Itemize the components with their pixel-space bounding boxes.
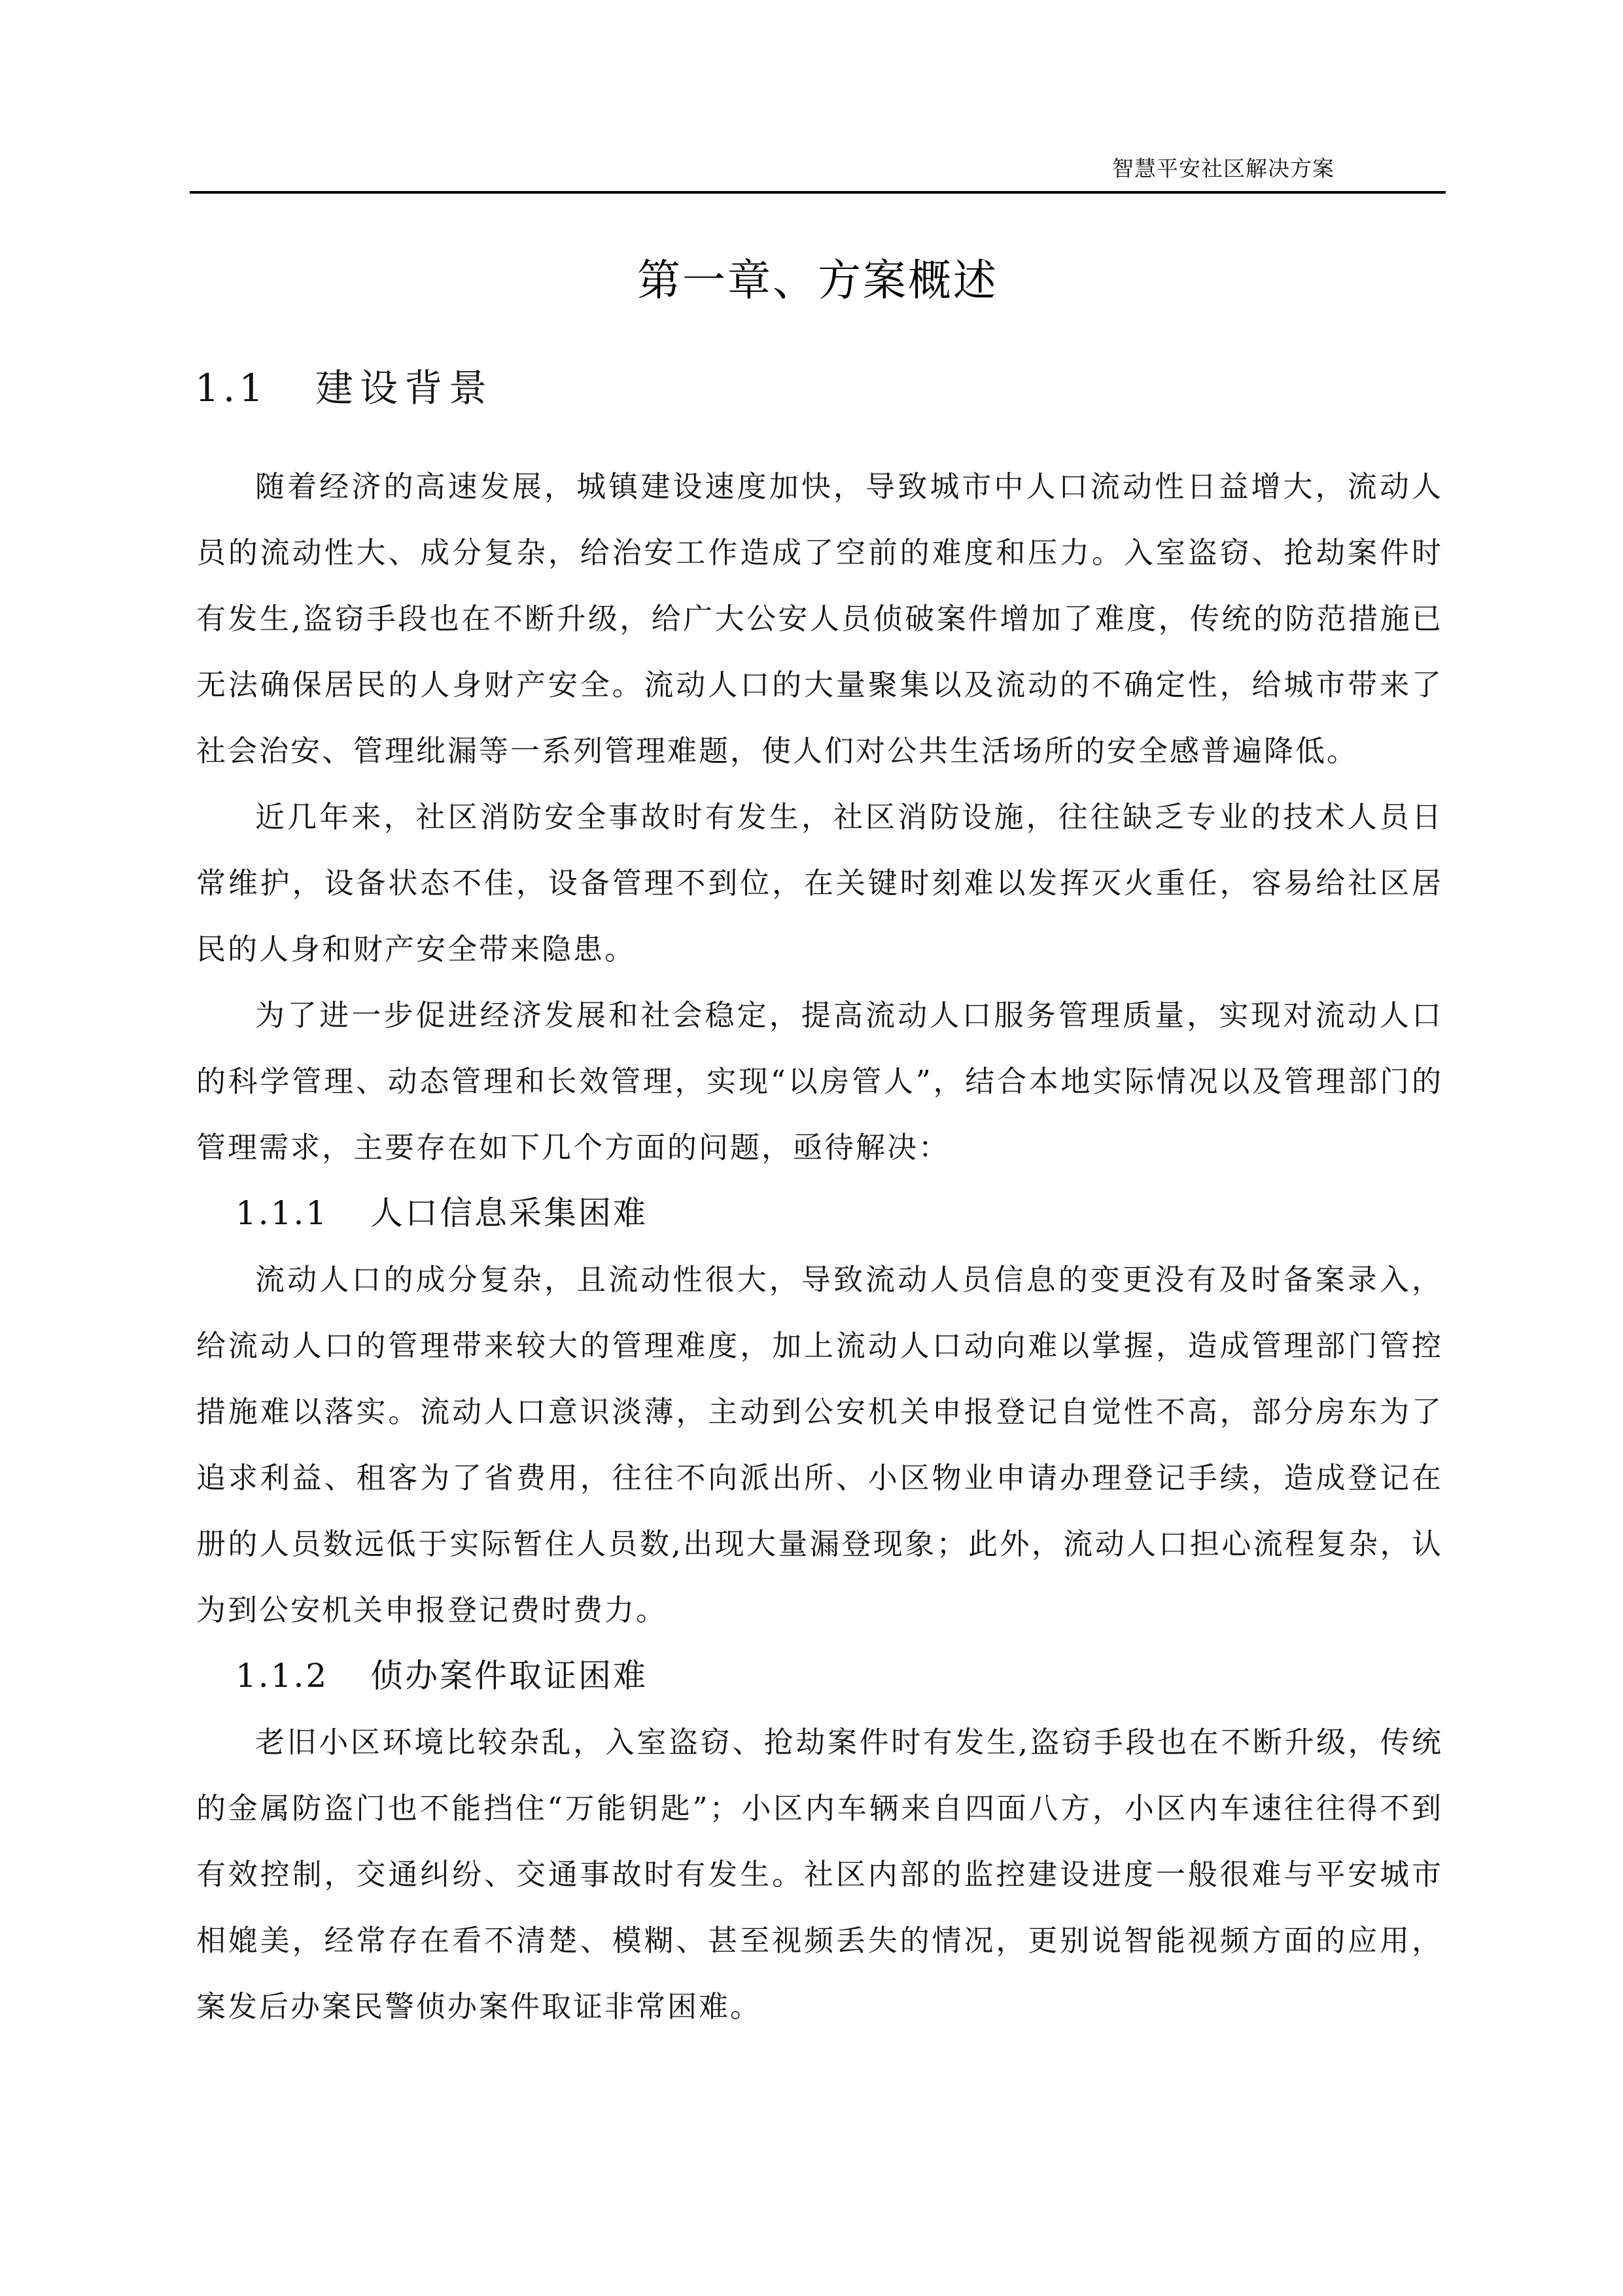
section-title: 建设背景	[315, 366, 494, 410]
body-paragraph: 流动人口的成分复杂，且流动性很大，导致流动人员信息的变更没有及时备案录入，给流动人口的管理带来较大的管理难度，加上流动人口动向难以掌握，造成管理部门管控措施难以落实。流动人口意识淡薄，主动到公安机关申报登记自觉性不高，部分房东为了追求利益、租客为了省费用，往往不向派出所、小区物业申请办理登记手续，造成登记在册的人员数远低于实际暂住人员数,出现大量漏登现象；此外，流动人口担心流程复杂，认为到公安机关申报登记费时费力。	[196, 1262, 1443, 1627]
section-heading	[195, 362, 493, 414]
body-paragraph: 近几年来，社区消防安全事故时有发生，社区消防设施，往往缺乏专业的技术人员日常维护，设备状态不佳，设备管理不到位，在关键时刻难以发挥灭火重任，容易给社区居民的人身和财产安全带来隐患。	[196, 800, 1443, 966]
subsection-heading	[236, 1180, 1443, 1246]
subsection-number: 1.1.2	[236, 1657, 329, 1695]
subsection-title: 人口信息采集困难	[370, 1194, 648, 1232]
document-body	[196, 453, 1443, 2040]
section-number: 1.1	[195, 366, 268, 410]
chapter-title: 第一章、方案概述	[637, 255, 998, 306]
subsection-heading	[236, 1643, 1443, 1709]
subsection-title: 侦办案件取证困难	[370, 1657, 648, 1695]
body-paragraph: 老旧小区环境比较杂乱，入室盗窃、抢劫案件时有发生,盗窃手段也在不断升级，传统的金属防盗门也不能挡住“万能钥匙”；小区内车辆来自四面八方，小区内车速往往得不到有效控制，交通纠纷、交通事故时有发生。社区内部的监控建设进度一般很难与平安城市相媲美，经常存在看不清楚、模糊、甚至视频丢失的情况，更别说智能视频方面的应用，案发后办案民警侦办案件取证非常困难。	[196, 1725, 1443, 2024]
running-header	[190, 147, 1446, 194]
running-header-title: 智慧平安社区解决方案	[1112, 156, 1335, 181]
body-paragraph: 为了进一步促进经济发展和社会稳定，提高流动人口服务管理质量，实现对流动人口的科学管理、动态管理和长效管理，实现“以房管人”，结合本地实际情况以及管理部门的管理需求，主要存在如下几个方面的问题，亟待解决：	[196, 998, 1443, 1165]
body-paragraph: 随着经济的高速发展，城镇建设速度加快，导致城市中人口流动性日益增大，流动人员的流动性大、成分复杂，给治安工作造成了空前的难度和压力。入室盗窃、抢劫案件时有发生,盗窃手段也在不断升级，给广大公安人员侦破案件增加了难度，传统的防范措施已无法确保居民的人身财产安全。流动人口的大量聚集以及流动的不确定性，给城市带来了社会治安、管理纰漏等一系列管理难题，使人们对公共生活场所的安全感普遍降低。	[196, 469, 1443, 768]
subsection-number: 1.1.1	[236, 1194, 329, 1232]
